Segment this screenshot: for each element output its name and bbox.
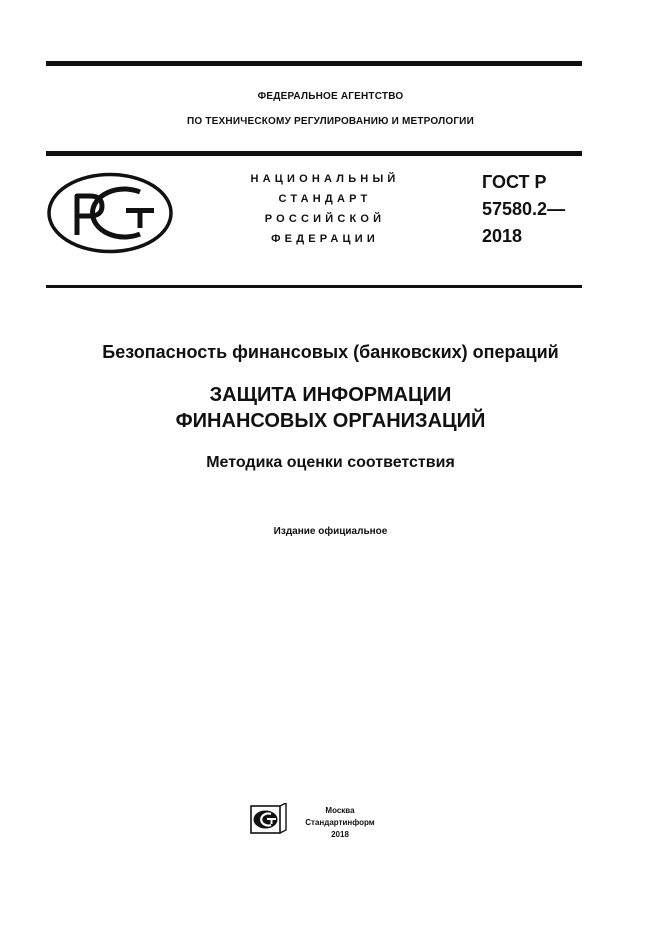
- series-title: Безопасность финансовых (банковских) операций: [102, 342, 559, 362]
- national-standard-line-2: СТАНДАРТ: [278, 193, 372, 205]
- subtitle: Методика оценки соответствия: [206, 454, 455, 471]
- gost-designation-line-1: ГОСТ Р: [482, 172, 547, 192]
- gost-designation-line-2: 57580.2—: [482, 199, 566, 219]
- main-title-line-1: ЗАЩИТА ИНФОРМАЦИИ: [209, 384, 452, 406]
- publisher-city: Москва: [325, 806, 355, 815]
- gost-logo-icon: [46, 172, 174, 254]
- top-rule: [46, 61, 582, 66]
- publisher-text: [295, 805, 385, 841]
- publisher-logo-svg: [250, 803, 290, 835]
- national-standard-line-3: РОССИЙСКОЙ: [264, 213, 386, 225]
- main-title-line-2: ФИНАНСОВЫХ ОРГАНИЗАЦИЙ: [175, 410, 486, 432]
- agency-line-2: ПО ТЕХНИЧЕСКОМУ РЕГУЛИРОВАНИЮ И МЕТРОЛОГИИ: [187, 116, 474, 127]
- publisher-year: 2018: [331, 830, 349, 839]
- edition-label: Издание официальное: [273, 526, 388, 537]
- agency-line-1: ФЕДЕРАЛЬНОЕ АГЕНТСТВО: [257, 91, 404, 102]
- header-rule: [46, 151, 582, 156]
- national-standard-line-4: ФЕДЕРАЦИИ: [271, 233, 379, 245]
- publisher-logo-icon: [250, 803, 290, 835]
- national-standard-line-1: НАЦИОНАЛЬНЫЙ: [250, 173, 400, 185]
- standard-block-rule: [46, 285, 582, 288]
- gost-designation-line-3: 2018: [482, 226, 523, 246]
- gost-logo-svg: [46, 172, 174, 254]
- publisher-name: Стандартинформ: [305, 818, 375, 827]
